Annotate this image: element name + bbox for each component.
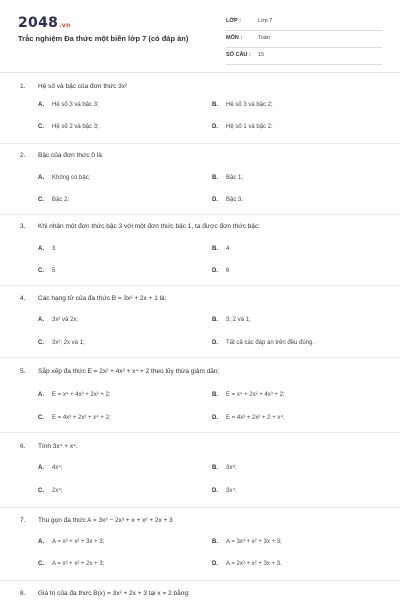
option-text: Bậc 3.	[226, 197, 244, 203]
answer-option[interactable]	[38, 539, 104, 545]
option-text: 3	[52, 246, 56, 252]
answer-option[interactable]	[212, 561, 282, 567]
answer-option[interactable]	[38, 175, 90, 181]
option-letter: A.	[38, 246, 44, 252]
option-letter: A.	[38, 539, 44, 545]
option-letter: D.	[212, 488, 218, 494]
option-letter: A.	[38, 465, 44, 471]
question-number: 6.	[20, 443, 26, 450]
answer-option[interactable]	[212, 124, 273, 130]
answer-option[interactable]	[212, 197, 243, 203]
option-letter: C.	[38, 488, 44, 494]
option-text: E = x⁴ + 2x² + 4x³ + 2;	[226, 392, 285, 398]
answer-option[interactable]	[38, 102, 99, 108]
option-text: Bậc 2;	[52, 197, 70, 203]
option-letter: A.	[38, 102, 44, 108]
option-letter: C.	[38, 124, 44, 130]
answer-option[interactable]	[38, 340, 85, 346]
logo-text: 2048	[18, 15, 59, 31]
meta-value: Toán	[258, 35, 270, 41]
answer-option[interactable]	[38, 415, 111, 421]
question-number: 4.	[20, 295, 26, 302]
answer-option[interactable]	[212, 175, 243, 181]
option-letter: C.	[38, 415, 44, 421]
option-text: 6	[226, 268, 230, 274]
option-letter: B.	[212, 102, 218, 108]
meta-row-count	[226, 48, 382, 65]
question-divider	[0, 507, 400, 508]
option-text: 3x²; 2x và 1;	[52, 340, 85, 346]
answer-option[interactable]	[212, 317, 251, 323]
option-text: 3x⁴.	[226, 488, 237, 494]
question-number: 2.	[20, 152, 26, 159]
option-letter: D.	[212, 268, 218, 274]
meta-label: SỐ CÂU :	[226, 52, 251, 58]
option-letter: D.	[212, 561, 218, 567]
meta-row-subject	[226, 31, 382, 48]
option-text: E = 4x³ + 2x² + x⁴ + 2;	[52, 415, 111, 421]
option-letter: D.	[212, 340, 218, 346]
option-text: 2x⁴;	[52, 488, 63, 494]
question-divider	[0, 214, 400, 215]
meta-value: 15	[258, 52, 265, 58]
option-text: E = 4x³ + 2x² + 2 + x⁴.	[226, 415, 285, 421]
option-text: 3x² và 2x;	[52, 317, 79, 323]
option-letter: C.	[38, 340, 44, 346]
question-number: 1.	[20, 83, 26, 90]
option-text: Bậc 1;	[226, 175, 244, 181]
option-letter: B.	[212, 317, 218, 323]
answer-option[interactable]	[212, 465, 237, 471]
question-text: Tính 3x⁴ + x⁴.	[38, 443, 78, 450]
option-text: 4x⁴;	[52, 465, 63, 471]
question-divider	[0, 285, 400, 286]
answer-option[interactable]	[38, 317, 78, 323]
option-text: 5	[52, 268, 56, 274]
option-letter: D.	[212, 415, 218, 421]
option-letter: A.	[38, 392, 44, 398]
question-divider	[0, 357, 400, 358]
option-text: Hệ số 3 và bậc 2;	[226, 102, 273, 108]
question-divider	[0, 580, 400, 581]
option-text: 4	[226, 246, 230, 252]
question-text: Hệ số và bậc của đơn thức 3x²	[38, 83, 128, 90]
answer-option[interactable]	[212, 415, 285, 421]
option-text: Hệ số 1 và bậc 2.	[226, 124, 273, 130]
option-letter: A.	[38, 175, 44, 181]
answer-option[interactable]	[212, 102, 273, 108]
meta-row-class	[226, 14, 382, 31]
question-number: 3.	[20, 223, 26, 230]
option-letter: A.	[38, 317, 44, 323]
option-letter: B.	[212, 246, 218, 252]
answer-option[interactable]	[38, 392, 111, 398]
question-text: Giá trị của đa thức B(x) = 3x² + 2x + 3 tại x = 2 bằng:	[38, 590, 190, 597]
site-logo[interactable]	[18, 15, 71, 31]
option-letter: C.	[38, 561, 44, 567]
document-title: Trắc nghiệm Đa thức một biến lớp 7 (có đáp án)	[18, 34, 189, 43]
question-text: Khi nhân một đơn thức bậc 3 với một đơn thức bậc 1, ta được đơn thức bậc:	[38, 223, 260, 230]
meta-value: Lớp 7	[258, 18, 273, 24]
option-letter: D.	[212, 197, 218, 203]
meta-label: LỚP :	[226, 18, 241, 24]
answer-option[interactable]	[38, 197, 69, 203]
option-text: A = 2x³ + x² + 3x + 3.	[226, 561, 282, 567]
meta-table	[226, 14, 382, 65]
answer-option[interactable]	[212, 488, 237, 494]
option-text: 3; 2 và 1;	[226, 317, 251, 323]
option-letter: B.	[212, 392, 218, 398]
answer-option[interactable]	[212, 392, 285, 398]
answer-option[interactable]	[38, 488, 63, 494]
option-text: Không có bậc;	[52, 175, 91, 181]
question-divider	[0, 143, 400, 144]
answer-option[interactable]	[212, 340, 314, 346]
option-text: Hệ số 3 và bậc 3;	[52, 102, 99, 108]
question-number: 7.	[20, 517, 26, 524]
logo-suffix: .vn	[59, 22, 71, 29]
question-text: Thu gọn đa thức A = 3x³ − 2x³ + x + x² + 2x + 3	[38, 517, 173, 524]
option-letter: C.	[38, 197, 44, 203]
option-text: A = 3x³ + x² + 3x + 3;	[226, 539, 282, 545]
question-number: 8.	[20, 590, 26, 597]
answer-option[interactable]	[212, 539, 282, 545]
option-text: E = x⁴ + 4x³ + 2x² + 2;	[52, 392, 111, 398]
answer-option[interactable]	[38, 268, 55, 274]
answer-option[interactable]	[38, 561, 104, 567]
question-number: 5.	[20, 368, 26, 375]
question-text: Các hạng tử của đa thức B = 3x² + 2x + 1 là:	[38, 295, 167, 302]
meta-label: MÔN :	[226, 35, 243, 41]
option-text: A = x³ + x² + 3x + 3;	[52, 539, 105, 545]
option-text: Hệ số 2 và bậc 3;	[52, 124, 99, 130]
answer-option[interactable]	[212, 268, 229, 274]
answer-option[interactable]	[38, 124, 99, 130]
answer-option[interactable]	[38, 465, 63, 471]
option-text: Tất cả các đáp án trên đều đúng.	[226, 340, 315, 346]
option-letter: D.	[212, 124, 218, 130]
answer-option[interactable]	[38, 246, 55, 252]
header-divider	[0, 72, 400, 73]
question-text: Sắp xếp đa thức E = 2x² + 4x³ + x⁴ + 2 theo lũy thừa giảm dần:	[38, 368, 220, 375]
question-divider	[0, 432, 400, 433]
option-letter: B.	[212, 539, 218, 545]
option-text: A = x³ + x² + 2x + 3;	[52, 561, 105, 567]
page-header	[0, 0, 400, 72]
option-letter: B.	[212, 465, 218, 471]
option-letter: C.	[38, 268, 44, 274]
option-text: 3x⁸;	[226, 465, 237, 471]
option-letter: B.	[212, 175, 218, 181]
question-text: Bậc của đơn thức 0 là:	[38, 152, 104, 159]
answer-option[interactable]	[212, 246, 229, 252]
